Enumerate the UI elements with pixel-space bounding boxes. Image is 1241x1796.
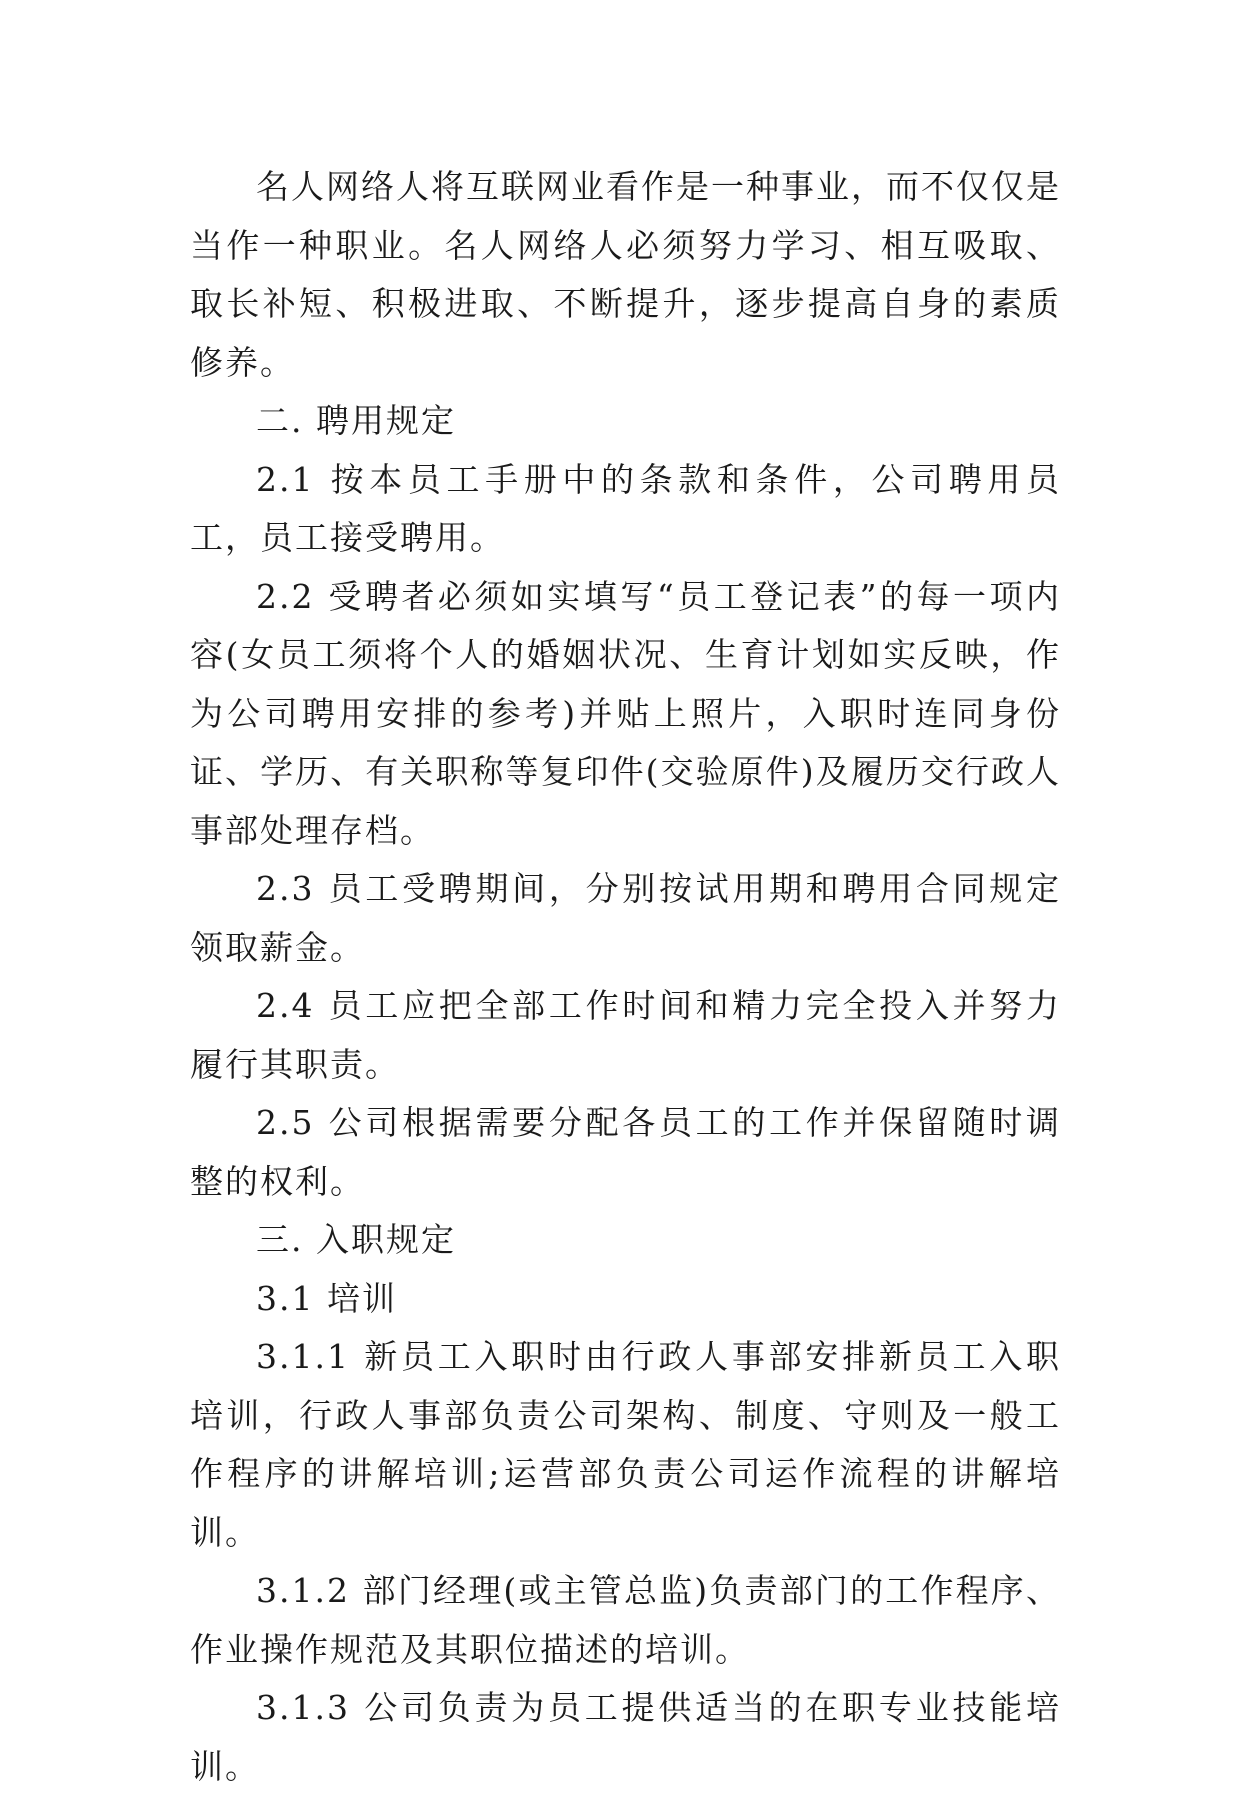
paragraph-2-2: 2.2 受聘者必须如实填写“员工登记表”的每一项内容(女员工须将个人的婚姻状况、生育计划如实反映，作为公司聘用安排的参考)并贴上照片，入职时连同身份证、学历、有关职称等复印件(交验原件)及履历交行政人事部处理存档。 xyxy=(190,576,1061,850)
paragraph-3-1-3: 3.1.3 公司负责为员工提供适当的在职专业技能培训。 xyxy=(190,1688,1061,1786)
section-heading-onboarding: 三. 入职规定 xyxy=(256,1220,456,1259)
section-heading-employment: 二. 聘用规定 xyxy=(256,401,456,440)
paragraph-2-4: 2.4 员工应把全部工作时间和精力完全投入并努力履行其职责。 xyxy=(190,986,1061,1084)
paragraph-2-1: 2.1 按本员工手册中的条款和条件，公司聘用员工，员工接受聘用。 xyxy=(190,459,1061,557)
document-page xyxy=(190,158,1061,1796)
subsection-heading-training: 3.1 培训 xyxy=(256,1278,397,1318)
paragraph-2-3: 2.3 员工受聘期间，分别按试用期和聘用合同规定领取薪金。 xyxy=(190,869,1061,967)
paragraph-3-1-1: 3.1.1 新员工入职时由行政人事部安排新员工入职培训，行政人事部负责公司架构、制度、守则及一般工作程序的讲解培训;运营部负责公司运作流程的讲解培训。 xyxy=(190,1337,1061,1552)
paragraph-2-5: 2.5 公司根据需要分配各员工的工作并保留随时调整的权利。 xyxy=(190,1103,1061,1201)
paragraph-intro: 名人网络人将互联网业看作是一种事业，而不仅仅是当作一种职业。名人网络人必须努力学习、相互吸取、取长补短、积极进取、不断提升，逐步提高自身的素质修养。 xyxy=(190,167,1061,382)
paragraph-3-1-2: 3.1.2 部门经理(或主管总监)负责部门的工作程序、作业操作规范及其职位描述的培训。 xyxy=(190,1571,1061,1669)
